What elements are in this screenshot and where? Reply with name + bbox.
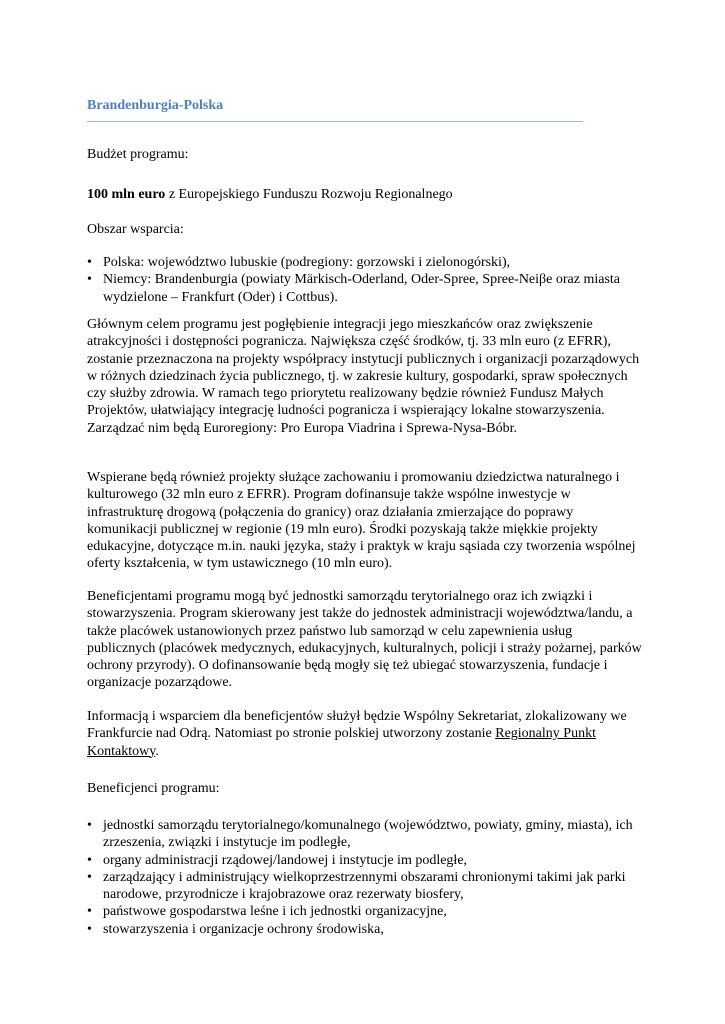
bullet-icon: • xyxy=(87,904,92,920)
paragraph-heritage: Wspierane będą również projekty służące zachowaniu i promowaniu dziedzictwa naturalnego i kulturowego (32 mln euro z EFRR). Program dofinansuje także wspólne inwestycje w infrastrukturę drogową (połączenia do granicy) oraz działania zmierzające do poprawy komunikacji publicznej w regionie (19 mln euro). Środki pozyskają także miękkie projekty edukacyjne, dotyczące m.in. nauki języka, staży i praktyk w kraju sąsiada czy tworzenia wspólnej oferty kształcenia, w tym ustawicznego (10 mln euro). xyxy=(87,470,636,572)
list-item: • jednostki samorządu terytorialnego/komunalnego (województwo, powiaty, gminy, miasta), ich zrzeszenia, związki i instytucje im podległe, xyxy=(87,818,633,851)
support-area-label: Obszar wsparcia: xyxy=(87,222,184,237)
budget-source: z Europejskiego Funduszu Rozwoju Regionalnego xyxy=(165,187,453,202)
bullet-icon: • xyxy=(87,869,92,885)
list-item: • organy administracji rządowej/landowej i instytucje im podległe, xyxy=(87,852,468,868)
regional-contact-point-link[interactable]: Regionalny Punkt Kontaktowy xyxy=(87,726,596,759)
support-area-list xyxy=(87,254,643,306)
budget-line xyxy=(87,186,643,203)
beneficiaries-label: Beneficjenci programu: xyxy=(87,781,220,796)
bullet-icon: • xyxy=(87,255,92,270)
budget-label: Budżet programu: xyxy=(87,147,189,162)
paragraph-contact: Informacją i wsparciem dla beneficjentów służył będzie Wspólny Sekretariat, zlokalizowany we Frankfurcie nad Odrą. Natomiast po stronie polskiej utworzony zostanie Regionalny Punkt Kontaktowy. xyxy=(87,709,627,759)
paragraph-goal: Głównym celem programu jest pogłębienie integracji jego mieszkańców oraz zwiększenie atrakcyjności i dostępności pogranicza. Największa część środków, tj. 33 mln euro (z EFRR), zostanie przeznaczona na projekty współpracy instytucji publicznych i organizacji pozarządowych w różnych dziedzinach życia publicznego, tj. w zakresie kultury, gospodarki, spraw społecznych czy służby zdrowia. W ramach tego priorytetu realizowany będzie również Fundusz Małych Projektów, ułatwiający integrację ludności pogranicza i wspierający lokalne stowarzyszenia. Zarządzać nim będą Euroregiony: Pro Europa Viadrina i Sprewa-Nysa-Bóbr. xyxy=(87,317,640,436)
budget-amount: 100 mln euro xyxy=(87,187,166,202)
page-title: Brandenburgia-Polska xyxy=(87,98,224,113)
bullet-icon: • xyxy=(87,921,92,937)
bullet-icon: • xyxy=(87,272,92,288)
title-underline xyxy=(87,121,583,122)
list-item: • Polska: województwo lubuskie (podregiony: gorzowski i zielonogórski), xyxy=(87,255,511,270)
list-item: • Niemcy: Brandenburgia (powiaty Märkisch-Oderland, Oder-Spree, Spree-Neiβe oraz miasta wydzielone – Frankfurt (Oder) i Cottbus). xyxy=(87,272,621,305)
bullet-icon: • xyxy=(87,818,92,833)
paragraph-beneficiaries: Beneficjentami programu mogą być jednostki samorządu terytorialnego oraz ich związki i stowarzyszenia. Program skierowany jest także do jednostek administracji województwa/landu, a także placówek ustanowionych przez państwo lub samorząd w celu zapewnienia usług publicznych (placówek medycznych, edukacyjnych, kulturalnych, policji i straży pożarnej, parków ochrony przyrody). O dofinansowanie będą mogły się też ubiegać stowarzyszenia, fundacje i organizacje pozarządowe. xyxy=(87,589,642,691)
list-item: • stowarzyszenia i organizacje ochrony środowiska, xyxy=(87,921,384,937)
list-item: • zarządzający i administrujący wielkoprzestrzennymi obszarami chronionymi takimi jak parki narodowe, przyrodnicze i krajobrazowe oraz rezerwaty biosfery, xyxy=(87,869,626,903)
beneficiaries-list xyxy=(87,817,643,938)
list-item: • państwowe gospodarstwa leśne i ich jednostki organizacyjne, xyxy=(87,904,447,920)
bullet-icon: • xyxy=(87,852,92,868)
